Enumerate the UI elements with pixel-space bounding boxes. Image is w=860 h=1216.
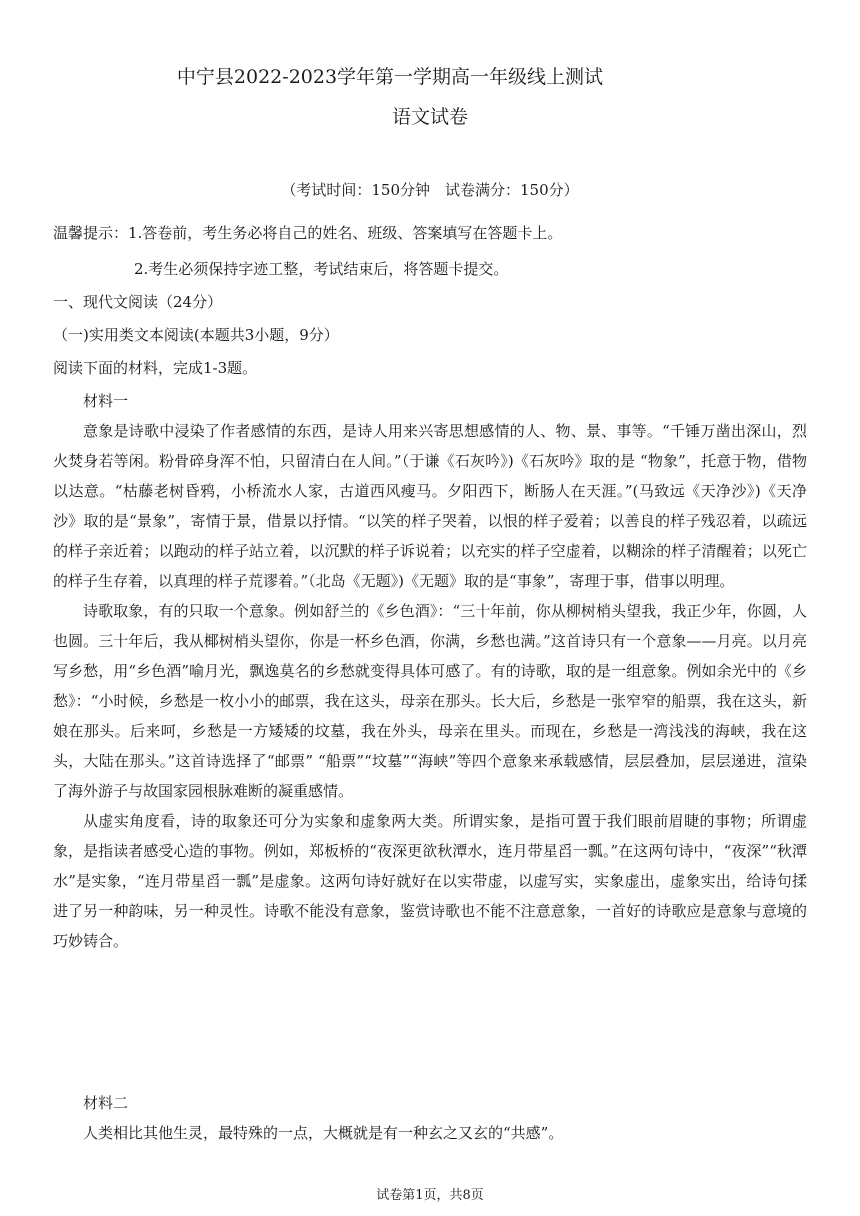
material-2-body (53, 1118, 807, 1148)
material-1-body (53, 416, 807, 956)
material-2-paragraph: 人类相比其他生灵，最特殊的一点，大概就是有一种玄之又玄的“共感”。 (83, 1124, 564, 1142)
material-2-label: 材料二 (83, 1094, 129, 1112)
exam-info: （考试时间：150分钟 试卷满分：150分） (281, 181, 579, 199)
page-footer: 试卷第1页，共8页 (376, 1188, 484, 1203)
notice-line-2: 2.考生必须保持字迹工整，考试结束后，将答题卡提交。 (134, 260, 509, 278)
material-1-paragraph: 从虚实角度看，诗的取象还可分为实象和虚象两大类。所谓实象，是指可置于我们眼前眉睫的事物；所谓虚象，是指读者感受心造的事物。例如，郑板桥的“夜深更欲秋潭水，连月带星舀一瓢。”在这两句诗中，“夜深”“秋潭水”是实象，“连月带星舀一瓢”是虚象。这两句诗好就好在以实带虚，以虚写实，实象虚出，虚象实出，给诗句揉进了另一种韵味，另一种灵性。诗歌不能没有意象，鉴赏诗歌也不能不注意意象，一首好的诗歌应是意象与意境的巧妙铸合。 (53, 812, 807, 950)
page-title: 中宁县2022-2023学年第一学期高一年级线上测试 (176, 66, 604, 88)
notice-line-1: 温馨提示：1.答卷前，考生务必将自己的姓名、班级、答案填写在答题卡上。 (53, 224, 563, 242)
material-1-paragraph: 诗歌取象，有的只取一个意象。例如舒兰的《乡色酒》：“三十年前，你从柳树梢头望我，我正少年，你圆，人也圆。三十年后，我从椰树梢头望你，你是一杯乡色酒，你满，乡愁也满。”这首诗只有一个意象——月亮。以月亮写乡愁，用“乡色酒”喻月光，飘逸莫名的乡愁就变得具体可感了。有的诗歌，取的是一组意象。例如余光中的《乡愁》：“小时候，乡愁是一枚小小的邮票，我在这头，母亲在那头。长大后，乡愁是一张窄窄的船票，我在这头，新娘在那头。后来呵，乡愁是一方矮矮的坟墓，我在外头，母亲在里头。而现在，乡愁是一湾浅浅的海峡，我在这头，大陆在那头。”这首诗选择了“邮票” “船票”“坟墓”“海峡”等四个意象来承载感情，层层叠加，层层递进，渲染了海外游子与故国家园根脉难断的凝重感情。 (53, 602, 807, 800)
material-1-label: 材料一 (83, 392, 129, 410)
section-heading: 一、现代文阅读（24分） (53, 293, 223, 311)
sub-section-heading: （一)实用类文本阅读(本题共3小题，9分） (53, 326, 339, 344)
page-subtitle: 语文试卷 (391, 106, 468, 128)
material-1-paragraph: 意象是诗歌中浸染了作者感情的东西，是诗人用来兴寄思想感情的人、物、景、事等。“千锤万凿出深山，烈火焚身若等闲。粉骨碎身浑不怕，只留清白在人间。”（于谦《石灰吟》)《石灰吟》取的是 “物象”，托意于物，借物以达意。“枯藤老树昏鸦，小桥流水人家，古道西风瘦马。夕阳西下，断肠人在天涯。”(马致远《天净沙》)《天净沙》取的是“景象”，寄情于景，借景以抒情。“以笑的样子哭着，以恨的样子爱着；以善良的样子残忍着，以疏远的样子亲近着；以跑动的样子站立着，以沉默的样子诉说着；以充实的样子空虚着，以糊涂的样子清醒着；以死亡的样子生存着，以真理的样子荒谬着。”（北岛《无题》)《无题》取的是“事象”，寄理于事，借事以明理。 (53, 422, 807, 590)
reading-instruction: 阅读下面的材料，完成1-3题。 (53, 359, 258, 377)
